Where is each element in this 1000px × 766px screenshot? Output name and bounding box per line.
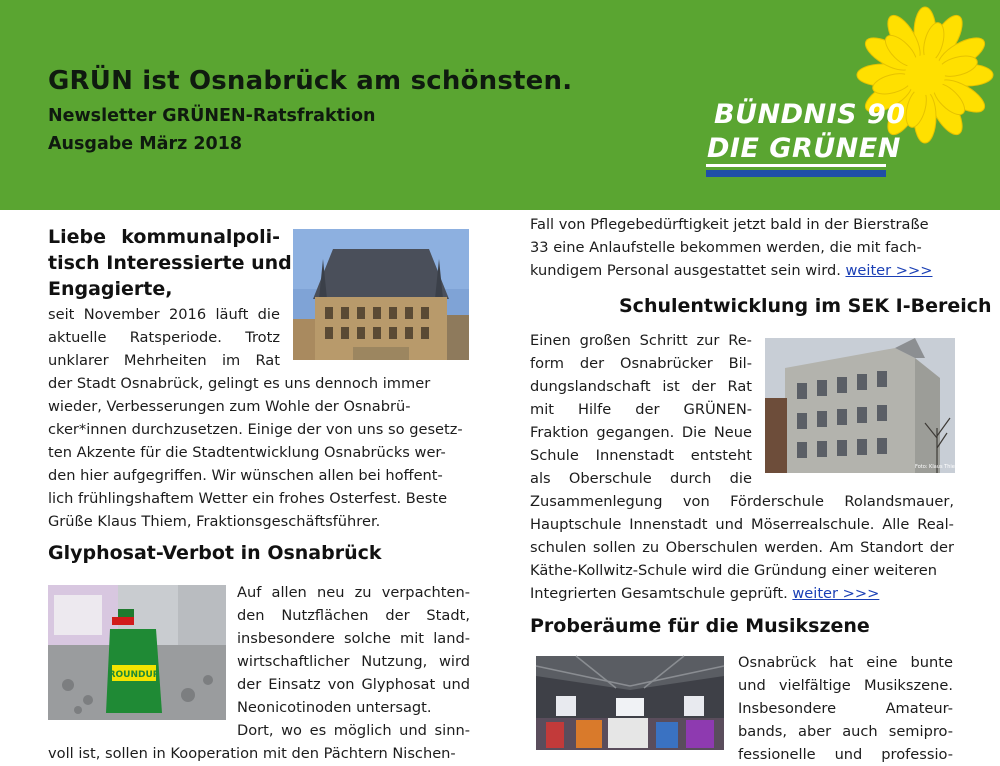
word: Amateur-	[885, 700, 953, 717]
word: und	[442, 676, 470, 693]
word: 2016	[168, 306, 207, 323]
word: und	[834, 746, 863, 763]
schule-heading: Schulentwicklung im SEK I-Bereich	[619, 295, 992, 317]
word: Innenstadt	[595, 447, 674, 464]
word: entsteht	[690, 447, 752, 464]
logo-text-gruene: DIE GRÜNEN	[707, 133, 901, 164]
intro-paragraph	[48, 303, 280, 372]
text-line: der Stadt Osnabrück, gelingt es uns dennoch immer	[48, 375, 431, 392]
word: läuft	[215, 306, 249, 323]
greeting-line: Engagierte,	[48, 278, 173, 300]
text-line: Grüße Klaus Thiem, Fraktionsgeschäftsführer.	[48, 513, 381, 530]
greeting-heading	[48, 224, 292, 302]
word: auch	[842, 723, 878, 740]
text-line	[738, 697, 953, 720]
school-building-photo	[765, 338, 960, 473]
text-line	[237, 673, 470, 696]
text-line	[530, 352, 752, 375]
text-line: wieder, Verbesserungen zum Wohle der Osnabrü-	[48, 398, 411, 415]
text-line: 33 eine Anlaufstelle bekommen werden, die mit fach-	[530, 239, 922, 256]
word: werden.	[764, 539, 824, 556]
word: möglich	[333, 722, 392, 739]
word: dungslandschaft	[530, 378, 651, 395]
word: Rat	[727, 378, 752, 395]
word: fessionelle	[738, 746, 816, 763]
photo-credit: Foto: Klaus Thiem	[915, 464, 960, 470]
word: Glyphosat	[361, 676, 436, 693]
word: der	[579, 355, 605, 372]
word: Hauptschule	[530, 516, 622, 533]
word: zur	[696, 332, 720, 349]
text-line	[738, 674, 953, 697]
newsletter-header	[0, 0, 1000, 210]
glyphosat-paragraph	[237, 581, 470, 742]
word: Die	[681, 424, 707, 441]
pflege-paragraph	[530, 213, 954, 282]
word: ist	[662, 378, 680, 395]
text-line	[237, 627, 470, 650]
word: großen	[579, 332, 631, 349]
word: Osnabrück	[738, 654, 817, 671]
text-line	[237, 581, 470, 604]
newsletter-title: GRÜN ist Osnabrück am schönsten.	[48, 66, 573, 96]
text-line: Käthe-Kollwitz-Schule wird die Gründung einer weiteren	[530, 562, 937, 579]
text-line	[530, 536, 954, 559]
glyphosat-heading: Glyphosat-Verbot in Osnabrück	[48, 542, 382, 564]
text-line: cker*innen durchzusetzen. Einige der von uns so gesetz-	[48, 421, 463, 438]
word: die	[257, 306, 280, 323]
text-line	[530, 329, 752, 352]
glyphosat-paragraph-cont	[48, 742, 470, 765]
town-hall-photo	[293, 229, 469, 360]
text-line	[48, 326, 280, 349]
word: Zusammenlegung	[530, 493, 663, 510]
word: Ratsperiode.	[129, 329, 222, 346]
word: semipro-	[888, 723, 953, 740]
word: GRÜNEN-	[683, 401, 752, 418]
word: Oberschule	[568, 470, 652, 487]
word: Nutzflächen	[281, 607, 369, 624]
text-line	[530, 421, 752, 444]
word: Hilfe	[578, 401, 612, 418]
text-line: ten Akzente für die Stadtentwicklung Osnabrücks wer-	[48, 444, 446, 461]
word: Standort	[860, 539, 924, 556]
word: mit	[400, 630, 425, 647]
word: Osnabrücker	[620, 355, 713, 372]
text-line	[530, 444, 752, 467]
text-line: Integrierten Gesamtschule geprüft. weiter >>>	[530, 585, 880, 602]
word: eine	[866, 654, 898, 671]
word: der	[635, 401, 660, 418]
word: Neue	[713, 424, 752, 441]
word: die	[729, 470, 752, 487]
word: solche	[344, 630, 391, 647]
text-line	[530, 375, 752, 398]
word: den	[237, 607, 265, 624]
word: Musikszene.	[863, 677, 953, 694]
schule-paragraph-cont	[530, 490, 954, 605]
word: Re-	[728, 332, 752, 349]
word: als	[530, 470, 551, 487]
text-line: Neonicotinoden untersagt.	[237, 699, 432, 716]
word: und	[399, 722, 427, 739]
word: wo	[281, 722, 302, 739]
rehearsal-hall-photo	[536, 656, 724, 750]
word: kommunalpoli-	[121, 226, 280, 248]
text-line	[237, 719, 470, 742]
greeting-line	[48, 224, 280, 250]
word: unklarer	[48, 352, 109, 369]
word: sollen	[592, 539, 636, 556]
musik-heading: Proberäume für die Musikszene	[530, 615, 870, 637]
text-line	[48, 303, 280, 326]
product-label: ROUNDUP	[108, 670, 160, 680]
text-line: Fall von Pflegebedürftigkeit jetzt bald in der Bierstraße	[530, 216, 929, 233]
word: Fraktion	[530, 424, 589, 441]
newsletter-subtitle: Newsletter GRÜNEN-Ratsfraktion	[48, 106, 376, 126]
word: November	[83, 306, 160, 323]
text-line	[530, 490, 954, 513]
weiter-link[interactable]: weiter >>>	[845, 262, 933, 279]
text-line	[530, 513, 954, 536]
word: Real-	[917, 516, 954, 533]
word: im	[221, 352, 241, 369]
word: schulen	[530, 539, 587, 556]
logo-text-buendnis: BÜNDNIS 90	[714, 99, 906, 130]
word: Förderschule	[730, 493, 825, 510]
word: Mehrheiten	[123, 352, 207, 369]
word: Dort,	[237, 722, 274, 739]
text-line	[48, 349, 280, 372]
word: wird	[438, 653, 470, 670]
weiter-link[interactable]: weiter >>>	[792, 585, 880, 602]
word: verpachten-	[381, 584, 470, 601]
word: Schule	[530, 447, 579, 464]
word: Oberschulen	[665, 539, 758, 556]
word: durch	[669, 470, 712, 487]
word: Stadt,	[426, 607, 470, 624]
text-line	[237, 604, 470, 627]
text-line	[738, 743, 953, 766]
greeting-line: tisch Interessierte und	[48, 252, 292, 274]
word: zu	[354, 584, 372, 601]
word: Alle	[882, 516, 910, 533]
word: Auf	[237, 584, 262, 601]
word: und	[738, 677, 766, 694]
word: der	[929, 539, 954, 556]
text-line: den hier aufgegriffen. Wir wünschen allen bei hoffent-	[48, 467, 443, 484]
word: von	[682, 493, 710, 510]
word: form	[530, 355, 565, 372]
word: Innenstadt	[629, 516, 708, 533]
word: sinn-	[434, 722, 470, 739]
word: von	[327, 676, 355, 693]
text-line: lich frühlingshaftem Wetter ein frohes Osterfest. Beste	[48, 490, 448, 507]
word: insbesondere	[237, 630, 335, 647]
word: bands,	[738, 723, 787, 740]
intro-paragraph-cont	[48, 372, 470, 533]
word: es	[309, 722, 327, 739]
word: vielfältige	[778, 677, 851, 694]
word: Schritt	[639, 332, 688, 349]
text-line: voll ist, sollen in Kooperation mit den Pächtern Nischen-	[48, 745, 456, 762]
word: allen	[271, 584, 307, 601]
word: gegangen.	[596, 424, 675, 441]
word: Am	[829, 539, 854, 556]
word: der	[691, 378, 716, 395]
word: Möserrealschule.	[751, 516, 875, 533]
word: Rolandsmauer,	[844, 493, 954, 510]
musik-paragraph	[738, 651, 953, 766]
word: bunte	[910, 654, 953, 671]
text-line	[530, 398, 752, 421]
word: Einsatz	[268, 676, 321, 693]
text-line	[738, 651, 953, 674]
word: wirtschaftlicher	[237, 653, 350, 670]
word: Einen	[530, 332, 571, 349]
word: Trotz	[245, 329, 280, 346]
text-line	[237, 650, 470, 673]
word: Bil-	[728, 355, 752, 372]
word: der	[385, 607, 410, 624]
word: land-	[433, 630, 470, 647]
text-line	[738, 720, 953, 743]
word: Liebe	[48, 226, 106, 248]
word: Insbesondere	[738, 700, 837, 717]
word: der	[237, 676, 262, 693]
word: professio-	[881, 746, 953, 763]
word: aktuelle	[48, 329, 107, 346]
text-line	[530, 467, 752, 490]
word: zu	[642, 539, 660, 556]
word: neu	[316, 584, 345, 601]
glyphosate-product-photo	[48, 585, 226, 720]
word: hat	[829, 654, 854, 671]
newsletter-issue: Ausgabe März 2018	[48, 134, 243, 154]
word: aber	[798, 723, 832, 740]
word: und	[715, 516, 744, 533]
word: mit	[530, 401, 554, 418]
text-line: kundigem Personal ausgestattet sein wird. weiter >>>	[530, 262, 933, 279]
word: Rat	[255, 352, 280, 369]
word: seit	[48, 306, 75, 323]
schule-paragraph	[530, 329, 752, 490]
word: Nutzung,	[361, 653, 428, 670]
